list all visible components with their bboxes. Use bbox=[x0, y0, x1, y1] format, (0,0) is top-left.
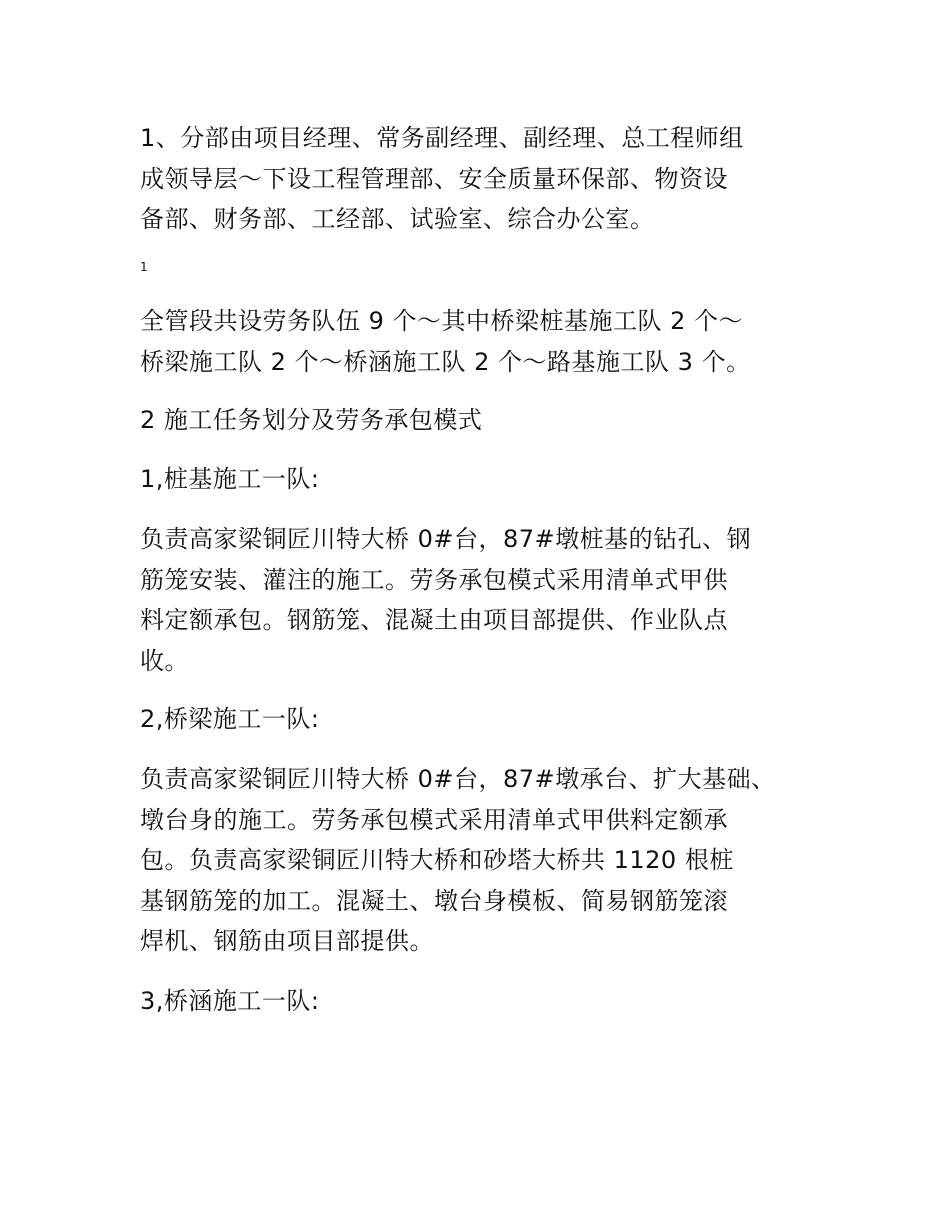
paragraph-labor-teams bbox=[140, 301, 830, 382]
text-line: 基钢筋笼的加工。混凝土、墩台身模板、简易钢筋笼滚 bbox=[140, 886, 728, 915]
text-line: 负责高家梁铜匠川特大桥 0#台，87#墩桩基的钻孔、钢 bbox=[140, 525, 752, 553]
subheading-pile-team bbox=[140, 459, 830, 500]
text-line: 收。 bbox=[140, 646, 189, 675]
paragraph-organization bbox=[140, 118, 830, 240]
text-line: 全管段共设劳务队伍 9 个～其中桥梁桩基施工队 2 个～ bbox=[140, 307, 744, 335]
subheading-bridge-team bbox=[140, 699, 830, 740]
text-line: 墩台身的施工。劳务承包模式采用清单式甲供料定额承 bbox=[140, 805, 728, 834]
text-line: 成领导层～下设工程管理部、安全质量环保部、物资设 bbox=[140, 164, 728, 193]
text-line: 备部、财务部、工经部、试验室、综合办公室。 bbox=[140, 205, 655, 233]
text-line: 1、分部由项目经理、常务副经理、副经理、总工程师组 bbox=[140, 124, 744, 152]
heading-text: 3,桥涵施工一队: bbox=[140, 987, 320, 1015]
paragraph-bridge-team bbox=[140, 759, 830, 962]
heading-text: 1,桩基施工一队: bbox=[140, 465, 320, 493]
text-line: 料定额承包。钢筋笼、混凝土由项目部提供、作业队点 bbox=[140, 606, 728, 634]
text-line: 包。负责高家梁铜匠川特大桥和砂塔大桥共 1120 根桩 bbox=[140, 846, 734, 874]
text-line: 焊机、钢筋由项目部提供。 bbox=[140, 927, 434, 955]
text-line: 筋笼安装、灌注的施工。劳务承包模式采用清单式甲供 bbox=[140, 565, 728, 594]
heading-text: 2,桥梁施工一队: bbox=[140, 705, 320, 733]
section-heading bbox=[140, 400, 830, 441]
text-line: 负责高家梁铜匠川特大桥 0#台，87#墩承台、扩大基础、 bbox=[140, 765, 776, 793]
text-line: 桥梁施工队 2 个～桥涵施工队 2 个～路基施工队 3 个。 bbox=[140, 347, 751, 376]
subheading-culvert-team bbox=[140, 981, 830, 1022]
heading-text: 2 施工任务划分及劳务承包模式 bbox=[140, 406, 483, 434]
footnote-marker: 1 bbox=[140, 260, 148, 274]
paragraph-pile-team bbox=[140, 519, 830, 681]
